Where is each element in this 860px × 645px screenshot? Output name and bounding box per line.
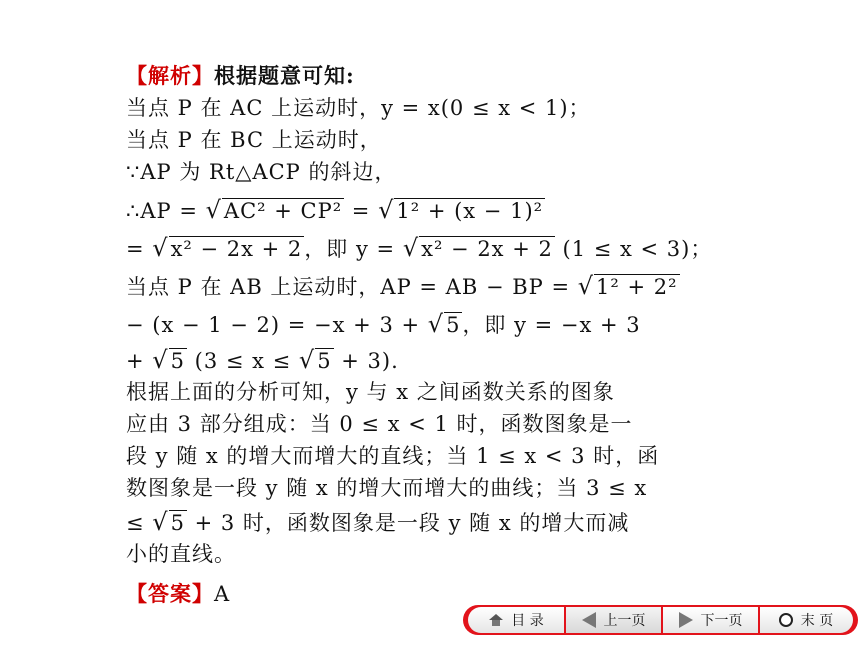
- last-page-label: 末 页: [800, 613, 834, 629]
- solution-line-12: 数图象是一段 y 随 x 的增大而增大的曲线；当 3 ≤ x: [126, 476, 648, 500]
- sqrt-5-c-radicand: 5: [317, 349, 332, 373]
- line5-text-a: =: [126, 237, 153, 261]
- left-arrow-icon: [582, 612, 596, 628]
- line8-text-b: (3 ≤ x ≤: [186, 349, 299, 373]
- sqrt-quadratic-2-radicand: x² − 2x + 2: [421, 237, 553, 261]
- line4-text-a: ∴AP =: [126, 199, 206, 223]
- line8-text-a: +: [126, 349, 153, 373]
- sqrt-5-b: √5: [152, 346, 185, 374]
- line8-text-c: + 3).: [333, 349, 399, 373]
- nav-divider: [758, 607, 760, 633]
- solution-line-11: 段 y 随 x 的增大而增大的直线；当 1 ≤ x < 3 时，函: [126, 444, 660, 468]
- prev-page-label: 上一页: [603, 613, 646, 629]
- solution-line-14: 小的直线。: [126, 542, 236, 566]
- sqrt-quadratic-2: √x² − 2x + 2: [402, 234, 553, 262]
- solution-line-4: [126, 196, 545, 225]
- navigation-bar: [463, 605, 858, 635]
- prev-page-button[interactable]: [565, 607, 662, 633]
- last-page-button[interactable]: [759, 607, 853, 633]
- solution-line-5: [126, 234, 712, 263]
- solution-line-8: [126, 346, 399, 375]
- toc-button[interactable]: [468, 607, 565, 633]
- right-arrow-icon: [679, 612, 693, 628]
- solution-line-3: ∵AP 为 Rt△ACP 的斜边，: [126, 160, 397, 184]
- sqrt-5-a-radicand: 5: [446, 313, 461, 337]
- sqrt-5-d: √5: [152, 508, 185, 536]
- line4-text-b: =: [344, 199, 379, 223]
- solution-line-7: [126, 310, 641, 339]
- solution-line-6: [126, 272, 680, 301]
- analysis-intro: 根据题意可知:: [214, 63, 355, 88]
- sqrt-5-d-radicand: 5: [170, 511, 185, 535]
- solution-line-9: 根据上面的分析可知，y 与 x 之间函数关系的图象: [126, 380, 615, 404]
- sqrt-quadratic-1: √x² − 2x + 2: [152, 234, 303, 262]
- line13-text-b: + 3 时，函数图象是一段 y 随 x 的增大而减: [186, 511, 630, 535]
- toc-label: 目 录: [511, 613, 544, 629]
- sqrt-ac-cp-radicand: AC² + CP²: [223, 199, 343, 223]
- next-page-label: 下一页: [700, 613, 743, 629]
- line13-text-a: ≤: [126, 511, 153, 535]
- sqrt-5-b-radicand: 5: [170, 349, 185, 373]
- line7-text-a: − (x − 1 − 2) = −x + 3 +: [126, 313, 428, 337]
- line5-text-c: (1 ≤ x < 3)；: [554, 237, 713, 261]
- analysis-heading: [126, 62, 355, 90]
- sqrt-quadratic-1-radicand: x² − 2x + 2: [170, 237, 303, 261]
- answer-value: A: [214, 582, 231, 606]
- answer-line: [126, 580, 230, 608]
- home-icon: [489, 614, 503, 626]
- nav-divider: [661, 607, 663, 633]
- sqrt-1-x-radicand: 1² + (x − 1)²: [396, 199, 544, 223]
- sqrt-1-2: √1² + 2²: [577, 272, 678, 300]
- solution-line-13: [126, 508, 629, 537]
- analysis-tag: 【解析】: [126, 63, 214, 88]
- circle-icon: [779, 613, 793, 627]
- line7-text-b: ，即 y = −x + 3: [462, 313, 641, 337]
- sqrt-1-x: √1² + (x − 1)²: [378, 196, 544, 224]
- sqrt-1-2-radicand: 1² + 2²: [596, 275, 678, 299]
- solution-line-10: 应由 3 部分组成：当 0 ≤ x < 1 时，函数图象是一: [126, 412, 633, 436]
- answer-tag: 【答案】: [126, 581, 214, 606]
- solution-line-1: 当点 P 在 AC 上运动时，y = x(0 ≤ x < 1)；: [126, 96, 591, 120]
- nav-divider: [564, 607, 566, 633]
- sqrt-ac-cp: √AC² + CP²: [205, 196, 343, 224]
- line5-text-b: ，即 y =: [304, 237, 403, 261]
- next-page-button[interactable]: [662, 607, 759, 633]
- line6-text-a: 当点 P 在 AB 上运动时，AP = AB − BP =: [126, 275, 578, 299]
- sqrt-5-a: √5: [427, 310, 461, 338]
- sqrt-5-c: √5: [298, 346, 332, 374]
- solution-line-2: 当点 P 在 BC 上运动时，: [126, 128, 382, 152]
